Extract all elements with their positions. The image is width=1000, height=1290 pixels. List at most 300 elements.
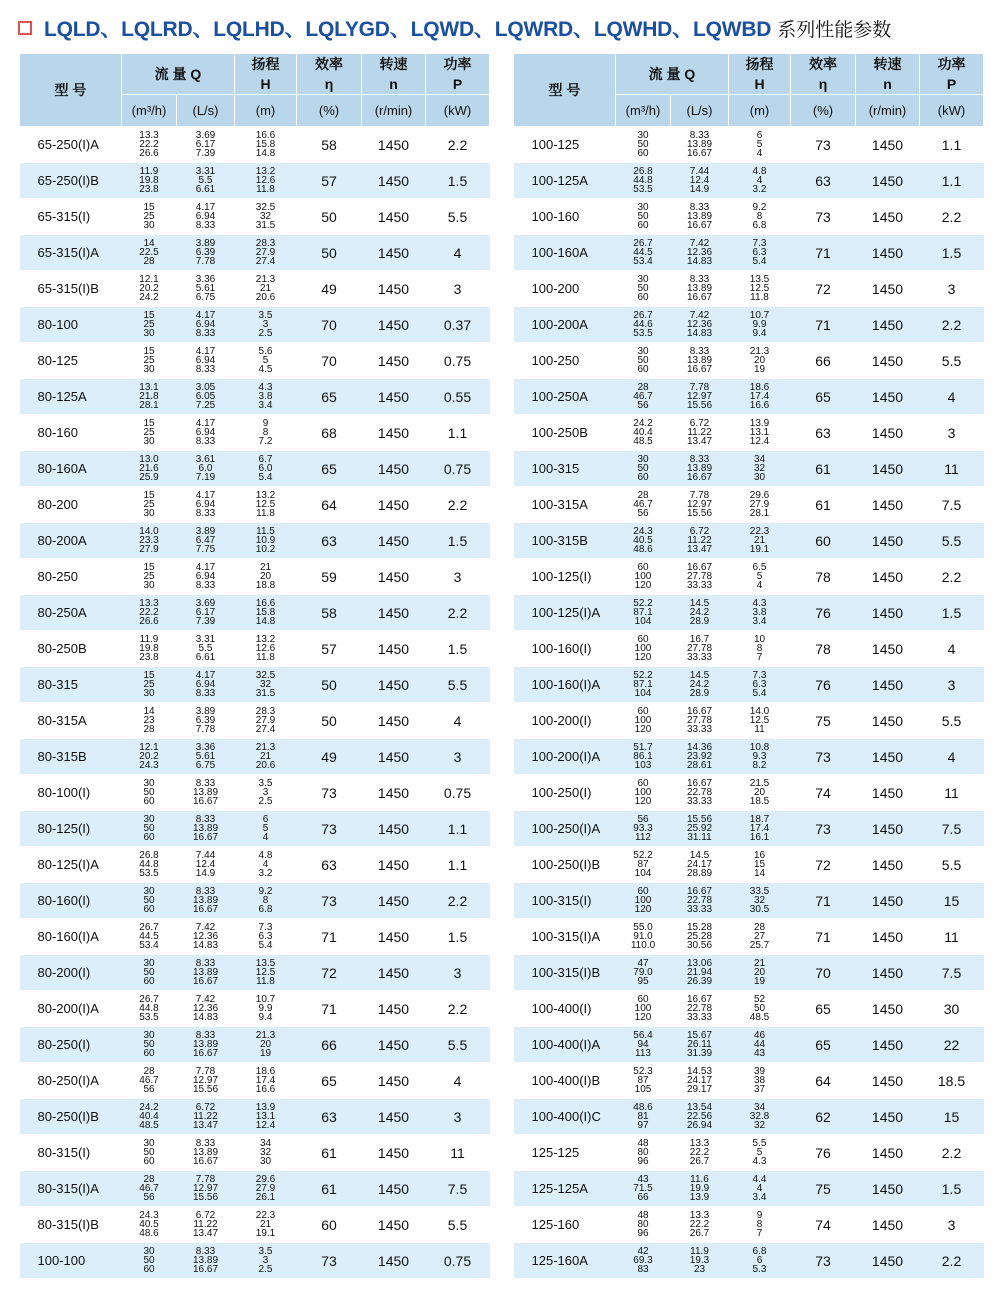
cell-speed: 1450 (362, 811, 426, 847)
cell-q2-value: 5.61 (195, 283, 216, 294)
cell-h-value: 7.3 (752, 670, 767, 681)
header-head-label: 扬程 (745, 56, 774, 72)
cell-h (729, 1099, 791, 1135)
cell-power: 2.2 (920, 1243, 984, 1279)
cell-h-value: 6.8 (258, 904, 273, 915)
cell-h (235, 307, 297, 343)
cell-h (235, 595, 297, 631)
cell-q1-value: 42 (637, 1246, 649, 1257)
cell-q1-value: 60 (637, 778, 649, 789)
cell-h-value: 11.8 (750, 292, 769, 303)
cell-q1-value: 25 (143, 571, 155, 582)
cell-h (729, 199, 791, 235)
cell-q2-value: 12.4 (195, 859, 216, 870)
cell-model: 65-315(I) (20, 199, 122, 235)
table-body-left (20, 127, 490, 1279)
cell-q2-value: 13.89 (686, 355, 713, 366)
cell-q1 (122, 667, 177, 703)
header-eff-unit: (%) (297, 95, 362, 127)
cell-q2-value: 3.61 (195, 454, 216, 465)
table-body-right (514, 127, 984, 1279)
cell-q2-value: 16.67 (192, 1156, 219, 1167)
cell-q1-value: 100 (634, 571, 652, 582)
cell-h (235, 631, 297, 667)
cell-h-value: 30 (259, 1156, 272, 1167)
cell-q1-value: 50 (143, 823, 155, 834)
cell-speed: 1450 (362, 127, 426, 163)
cell-q1 (616, 991, 671, 1027)
cell-speed: 1450 (856, 847, 920, 883)
checkbox-square-icon (18, 21, 32, 35)
cell-q2 (177, 703, 235, 739)
cell-q1-value: 97 (637, 1120, 649, 1131)
cell-eff: 59 (297, 559, 362, 595)
cell-model: 80-160(I)A (20, 919, 122, 955)
table-row (514, 163, 984, 199)
cell-q1-value: 30 (143, 508, 155, 519)
cell-q2 (671, 199, 729, 235)
cell-model: 65-315(I)B (20, 271, 122, 307)
cell-model: 100-160 (514, 199, 616, 235)
cell-q2 (177, 307, 235, 343)
cell-speed: 1450 (362, 775, 426, 811)
cell-power: 0.75 (426, 1243, 490, 1279)
cell-q2-value: 3.05 (195, 382, 216, 393)
cell-q2-value: 4.17 (195, 346, 216, 357)
cell-q1-value: 60 (637, 148, 649, 159)
cell-power: 7.5 (426, 1171, 490, 1207)
cell-h-value: 8.2 (752, 760, 767, 771)
cell-h (235, 1171, 297, 1207)
cell-speed: 1450 (856, 127, 920, 163)
cell-h-value: 22.3 (749, 526, 770, 537)
cell-h-value: 16.1 (749, 832, 770, 843)
cell-q1-value: 40.5 (139, 1219, 159, 1230)
cell-q1-value: 60 (143, 904, 155, 915)
cell-q2-value: 8.33 (195, 580, 216, 591)
cell-q2-value: 15.28 (686, 922, 713, 933)
cell-q2 (177, 631, 235, 667)
cell-h-value: 44 (753, 1039, 766, 1050)
cell-q1-value: 100 (634, 895, 652, 906)
cell-model: 80-160 (20, 415, 122, 451)
cell-eff: 73 (297, 1243, 362, 1279)
cell-model: 100-400(I)A (514, 1027, 616, 1063)
cell-power: 1.1 (920, 163, 984, 199)
cell-h-value: 11.8 (256, 508, 275, 519)
cell-q2-value: 8.33 (195, 436, 216, 447)
cell-model: 100-315B (514, 523, 616, 559)
cell-speed: 1450 (362, 703, 426, 739)
cell-q1 (616, 1171, 671, 1207)
cell-q2-value: 26.39 (686, 976, 713, 987)
cell-eff: 74 (791, 775, 856, 811)
cell-q2-value: 24.17 (686, 859, 713, 870)
cell-q1-value: 48.6 (633, 1102, 653, 1113)
cell-speed: 1450 (856, 667, 920, 703)
cell-speed: 1450 (362, 415, 426, 451)
cell-model: 80-315(I) (20, 1135, 122, 1171)
cell-q1-value: 30 (143, 886, 155, 897)
table-row (20, 811, 490, 847)
cell-q1-value: 100 (634, 715, 652, 726)
cell-q2-value: 7.44 (195, 850, 216, 861)
cell-q2-value: 3.69 (195, 598, 216, 609)
cell-q1-value: 79.0 (633, 967, 653, 978)
cell-h-value: 20 (259, 571, 272, 582)
cell-q2-value: 12.36 (686, 247, 713, 258)
cell-speed: 1450 (362, 235, 426, 271)
cell-h-value: 6.3 (752, 679, 767, 690)
cell-q2-value: 6.94 (195, 319, 216, 330)
cell-q1 (122, 631, 177, 667)
cell-q1-value: 53.4 (633, 256, 653, 267)
cell-q2-value: 6.72 (689, 418, 710, 429)
cell-q1-value: 23.8 (139, 652, 159, 663)
cell-q2 (671, 667, 729, 703)
table-row (514, 1027, 984, 1063)
cell-power: 2.2 (426, 487, 490, 523)
cell-power: 0.55 (426, 379, 490, 415)
cell-q2-value: 13.89 (686, 283, 713, 294)
cell-q1-value: 81 (637, 1111, 649, 1122)
cell-eff: 73 (791, 739, 856, 775)
cell-model: 80-100(I) (20, 775, 122, 811)
header-power-label: 功率 (443, 56, 472, 72)
cell-q2-value: 7.25 (195, 400, 216, 411)
cell-q2-value: 3.31 (195, 166, 216, 177)
cell-q1 (616, 1027, 671, 1063)
cell-q2 (671, 307, 729, 343)
cell-model: 100-125(I)A (514, 595, 616, 631)
cell-h-value: 19 (753, 364, 766, 375)
cell-q2-value: 24.2 (689, 607, 710, 618)
cell-q1-value: 60 (143, 1264, 155, 1275)
table-row (514, 1063, 984, 1099)
cell-speed: 1450 (362, 451, 426, 487)
cell-q2-value: 6.94 (195, 499, 216, 510)
cell-q2-value: 16.67 (192, 976, 219, 987)
cell-h (235, 991, 297, 1027)
cell-h-value: 6 (756, 1255, 763, 1266)
cell-q2 (177, 1207, 235, 1243)
cell-q1-value: 50 (143, 1039, 155, 1050)
cell-h-value: 4.3 (752, 598, 767, 609)
cell-q2-value: 11.22 (193, 1219, 218, 1230)
cell-q1-value: 104 (634, 616, 652, 627)
cell-h-value: 16.6 (749, 400, 770, 411)
cell-h-value: 6.3 (258, 931, 273, 942)
cell-q1 (616, 559, 671, 595)
cell-eff: 71 (791, 919, 856, 955)
cell-q2 (177, 1063, 235, 1099)
header-head-unit: (m) (235, 95, 297, 127)
cell-q1-value: 19.8 (139, 175, 159, 186)
cell-q1-value: 48.5 (633, 436, 653, 447)
table-row (20, 595, 490, 631)
cell-h-value: 16.6 (255, 1084, 276, 1095)
cell-h-value: 3.8 (258, 391, 273, 402)
table-row (514, 235, 984, 271)
cell-h-value: 12.4 (749, 436, 770, 447)
cell-speed: 1450 (856, 1099, 920, 1135)
cell-model: 80-315(I)A (20, 1171, 122, 1207)
table-row (20, 919, 490, 955)
cell-h-value: 50 (753, 1003, 766, 1014)
cell-power: 5.5 (426, 1027, 490, 1063)
header-eff-label: 效率 (315, 56, 343, 72)
cell-q1 (122, 847, 177, 883)
table-row (20, 1027, 490, 1063)
table-row (20, 379, 490, 415)
cell-q2-value: 3.69 (195, 130, 216, 141)
table-row (20, 163, 490, 199)
cell-model: 100-125(I) (514, 559, 616, 595)
cell-q2-value: 6.0 (198, 463, 213, 474)
cell-q1-value: 110.0 (630, 940, 656, 951)
cell-q1 (616, 379, 671, 415)
cell-h-value: 19.1 (255, 1228, 276, 1239)
cell-h-value: 8 (756, 643, 763, 654)
cell-h-value: 10 (753, 634, 766, 645)
cell-power: 1.5 (426, 919, 490, 955)
cell-q1-value: 56 (637, 508, 649, 519)
cell-model: 80-100 (20, 307, 122, 343)
cell-q2-value: 26.7 (689, 1228, 710, 1239)
cell-model: 80-200(I)A (20, 991, 122, 1027)
cell-eff: 71 (297, 919, 362, 955)
cell-q2 (177, 1099, 235, 1135)
cell-h (729, 847, 791, 883)
cell-h-value: 7.3 (258, 922, 273, 933)
cell-speed: 1450 (856, 415, 920, 451)
cell-h-value: 32 (753, 1120, 766, 1131)
cell-q1-value: 100 (634, 643, 652, 654)
cell-model: 100-200(I)A (514, 739, 616, 775)
cell-q1 (122, 1171, 177, 1207)
cell-model: 65-315(I)A (20, 235, 122, 271)
cell-q2 (671, 1027, 729, 1063)
cell-q1-value: 30 (637, 454, 649, 465)
cell-q1-value: 60 (143, 832, 155, 843)
cell-h-value: 5 (262, 823, 269, 834)
cell-speed: 1450 (362, 1135, 426, 1171)
cell-model: 100-250B (514, 415, 616, 451)
cell-h-value: 20 (753, 355, 766, 366)
cell-q1-value: 25 (143, 319, 155, 330)
cell-eff: 63 (297, 1099, 362, 1135)
cell-q1-value: 50 (637, 139, 649, 150)
cell-q1 (616, 307, 671, 343)
cell-h-value: 12.4 (255, 1120, 276, 1131)
cell-q1-value: 60 (143, 796, 155, 807)
cell-q1-value: 60 (637, 562, 649, 573)
cell-q2-value: 14.5 (689, 850, 710, 861)
cell-q1-value: 15 (143, 202, 155, 213)
cell-q2-value: 6.61 (195, 184, 216, 195)
cell-q1-value: 26.6 (139, 148, 159, 159)
cell-q1-value: 26.8 (633, 166, 653, 177)
cell-q1 (616, 199, 671, 235)
header-flow: 流 量 Q (616, 54, 729, 95)
performance-table-left (19, 53, 490, 1279)
cell-h-value: 29.6 (255, 1174, 276, 1185)
cell-power: 1.5 (426, 163, 490, 199)
cell-h-value: 6.8 (752, 220, 767, 231)
cell-q1-value: 30 (143, 814, 155, 825)
cell-h-value: 13.2 (255, 634, 276, 645)
cell-q1-value: 71.5 (633, 1183, 653, 1194)
cell-q1-value: 46.7 (139, 1183, 159, 1194)
cell-q1-value: 95 (637, 976, 649, 987)
cell-q1-value: 30 (637, 130, 649, 141)
cell-q2 (671, 919, 729, 955)
cell-q2-value: 7.75 (195, 544, 216, 555)
cell-h-value: 6.7 (258, 454, 273, 465)
cell-q1-value: 28 (143, 1174, 155, 1185)
cell-q1-value: 105 (634, 1084, 652, 1095)
cell-h (729, 775, 791, 811)
cell-speed: 1450 (362, 919, 426, 955)
cell-eff: 60 (791, 523, 856, 559)
table-row (514, 415, 984, 451)
cell-q1-value: 46.7 (139, 1075, 159, 1086)
cell-q2-value: 12.4 (689, 175, 710, 186)
cell-eff: 50 (297, 667, 362, 703)
header-speed-label: 转速 (873, 56, 902, 72)
cell-q1 (122, 163, 177, 199)
cell-eff: 73 (297, 883, 362, 919)
cell-eff: 57 (297, 163, 362, 199)
cell-eff: 49 (297, 271, 362, 307)
cell-h-value: 9 (756, 1210, 763, 1221)
cell-speed: 1450 (362, 163, 426, 199)
cell-q1-value: 15 (143, 310, 155, 321)
cell-power: 11 (920, 775, 984, 811)
cell-q2-value: 22.78 (686, 1003, 713, 1014)
cell-h-value: 7.3 (752, 238, 767, 249)
table-row (514, 991, 984, 1027)
cell-q2 (177, 487, 235, 523)
cell-speed: 1450 (362, 1063, 426, 1099)
cell-power: 1.1 (426, 847, 490, 883)
cell-q2-value: 24.2 (689, 679, 710, 690)
cell-h-value: 5.4 (752, 256, 767, 267)
cell-q2-value: 31.11 (687, 832, 712, 843)
cell-q2-value: 6.39 (195, 247, 216, 258)
cell-q1 (122, 739, 177, 775)
cell-q1 (616, 703, 671, 739)
cell-q1-value: 52.2 (633, 850, 653, 861)
table-row (20, 1243, 490, 1279)
cell-model: 125-125A (514, 1171, 616, 1207)
cell-q2-value: 7.42 (195, 922, 216, 933)
cell-h-value: 19.1 (749, 544, 770, 555)
cell-h-value: 27.9 (255, 247, 276, 258)
cell-eff: 50 (297, 235, 362, 271)
cell-speed: 1450 (856, 955, 920, 991)
cell-q2-value: 3.89 (195, 238, 216, 249)
cell-eff: 73 (297, 775, 362, 811)
cell-q2-value: 6.17 (195, 139, 216, 150)
cell-q2-value: 30.56 (686, 940, 713, 951)
cell-q1-value: 28 (143, 724, 155, 735)
cell-q2 (177, 451, 235, 487)
table-row (514, 955, 984, 991)
cell-h-value: 28.3 (255, 238, 276, 249)
cell-q1-value: 53.5 (633, 328, 653, 339)
cell-q1-value: 30 (143, 1138, 155, 1149)
cell-q2 (177, 1243, 235, 1279)
cell-q1-value: 25 (143, 211, 155, 222)
cell-q2-value: 22.78 (686, 895, 713, 906)
cell-q1 (122, 379, 177, 415)
cell-power: 5.5 (920, 523, 984, 559)
cell-h (235, 1027, 297, 1063)
cell-q2-value: 15.56 (686, 508, 713, 519)
cell-q1-value: 52.2 (633, 598, 653, 609)
cell-model: 100-160(I)A (514, 667, 616, 703)
cell-q2-value: 13.47 (686, 544, 713, 555)
cell-eff: 57 (297, 631, 362, 667)
cell-h-value: 6 (756, 130, 763, 141)
cell-speed: 1450 (856, 1135, 920, 1171)
cell-q1-value: 30 (637, 346, 649, 357)
cell-q1-value: 60 (637, 472, 649, 483)
cell-q2 (177, 559, 235, 595)
cell-h (235, 847, 297, 883)
cell-eff: 66 (791, 343, 856, 379)
cell-q1-value: 120 (634, 652, 652, 663)
cell-h (729, 919, 791, 955)
cell-h (729, 595, 791, 631)
cell-q2-value: 28.9 (689, 616, 710, 627)
cell-power: 1.5 (426, 523, 490, 559)
cell-q2-value: 8.33 (689, 274, 710, 285)
cell-power: 0.75 (426, 775, 490, 811)
cell-power: 2.2 (920, 1135, 984, 1171)
cell-h-value: 16 (753, 850, 766, 861)
cell-q2-value: 33.33 (686, 652, 713, 663)
cell-q1-value: 53.4 (139, 940, 159, 951)
table-row (20, 847, 490, 883)
cell-q1-value: 50 (143, 787, 155, 798)
cell-q2 (671, 271, 729, 307)
cell-h-value: 13.2 (255, 490, 276, 501)
cell-q1-value: 14.0 (139, 526, 159, 537)
cell-h-value: 12.5 (255, 499, 276, 510)
cell-h-value: 19 (259, 1048, 272, 1059)
cell-h-value: 13.2 (255, 166, 276, 177)
cell-q2-value: 11.22 (193, 1111, 218, 1122)
cell-q2-value: 8.33 (195, 886, 216, 897)
header-head-symbol: H (754, 76, 765, 92)
table-row (20, 667, 490, 703)
cell-q2-value: 28.61 (686, 760, 713, 771)
cell-model: 100-250(I) (514, 775, 616, 811)
cell-q2-value: 4.17 (195, 670, 216, 681)
cell-q2-value: 8.33 (195, 1138, 216, 1149)
cell-h-value: 4 (756, 580, 763, 591)
table-row (514, 487, 984, 523)
cell-h-value: 4 (756, 148, 763, 159)
header-power-label: 功率 (937, 56, 966, 72)
cell-q2-value: 12.97 (686, 391, 713, 402)
cell-speed: 1450 (856, 199, 920, 235)
cell-q1-value: 96 (637, 1156, 649, 1167)
cell-h-value: 4 (262, 832, 269, 843)
cell-power: 2.2 (426, 127, 490, 163)
